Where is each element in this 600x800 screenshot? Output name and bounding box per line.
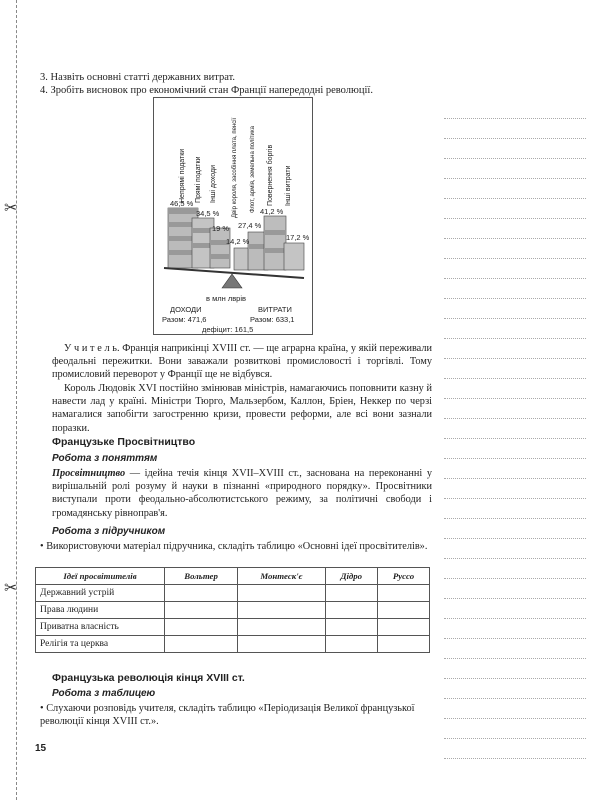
- table-cell[interactable]: [325, 602, 378, 619]
- table-cell[interactable]: [165, 585, 238, 602]
- revolution-task-text: Слухаючи розповідь учителя, складіть таблицю «Періодизація Великої французької революції кінця XVIII ст.».: [40, 703, 415, 727]
- header-diderot: Дідро: [325, 568, 378, 585]
- label-court: Двір короля, засобіння плата, пенсії: [232, 117, 238, 218]
- task-3: 3. Назвіть основні статті державних витрат.: [40, 72, 236, 83]
- teacher-paragraph: У ч и т е л ь. Франція наприкінці XVIII ст. — ще аграрна країна, у якій переживали феодальні пережитки. Вони заважали розвиткові промисловості і торгівлі. Тому промисловий переворот у Франції ще не відбувся.: [52, 343, 432, 381]
- subheading-textbook: Робота з підручником: [52, 526, 166, 537]
- table-cell[interactable]: [238, 602, 325, 619]
- table-cell[interactable]: [238, 619, 325, 636]
- percent-court: 14,2 %: [226, 237, 250, 246]
- table-row: [36, 585, 430, 602]
- table-cell[interactable]: [238, 636, 325, 653]
- units-label: в млн лврів: [206, 294, 247, 303]
- label-army: Флот, армія, земельна політика: [250, 126, 256, 213]
- king-paragraph: Король Людовік XVI постійно змінював міністрів, намагаючись поповнити казну й навести лад у країні. Міністри Тюрго, Мальзербом, Каллон, Бріен, Неккер по черзі намагалися запобігти загостренню кризи, провести реформи, але всі вони зазнали поразки.: [52, 383, 432, 434]
- table-cell[interactable]: [238, 585, 325, 602]
- percent-debts: 41,2 %: [260, 207, 284, 216]
- section-revolution-title: Французька революція кінця XVIII ст.: [52, 672, 245, 684]
- section-enlightenment-title: Французьке Просвітництво: [52, 436, 196, 448]
- table-row: [36, 602, 430, 619]
- textbook-task-text: Використовуючи матеріал підручника, складіть таблицю «Основні ідеї просвітителів».: [46, 541, 428, 552]
- row-label: Релігія та церква: [36, 636, 165, 653]
- definition-paragraph: [52, 467, 432, 520]
- table-cell[interactable]: [325, 636, 378, 653]
- table-header-row: [36, 568, 430, 585]
- enlightenment-table: [35, 567, 430, 653]
- subheading-concept: Робота з поняттям: [52, 453, 158, 464]
- table-cell[interactable]: [165, 636, 238, 653]
- label-other-expenses: Інші витрати: [285, 165, 292, 206]
- percent-indirect: 46,5 %: [170, 199, 194, 208]
- cut-line: [16, 0, 17, 800]
- scale-pivot: [222, 274, 242, 288]
- table-cell[interactable]: [165, 619, 238, 636]
- bullet-icon: •: [40, 541, 47, 552]
- bullet-icon: •: [40, 703, 47, 714]
- label-direct-taxes: Прямі податки: [195, 156, 202, 203]
- textbook-task: [40, 540, 432, 553]
- page-number: 15: [35, 743, 47, 754]
- term: Просвітництво: [52, 468, 126, 479]
- expense-title: ВИТРАТИ: [258, 305, 292, 314]
- expense-total: Разом: 633,1: [250, 315, 295, 324]
- percent-other-expenses: 17,2 %: [286, 233, 310, 242]
- percent-army: 27,4 %: [238, 221, 262, 230]
- row-label: Державний устрій: [36, 585, 165, 602]
- table-cell[interactable]: [378, 602, 430, 619]
- header-rousseau: Руссо: [378, 568, 430, 585]
- header-voltaire: Вольтер: [165, 568, 238, 585]
- revolution-task: [40, 702, 432, 728]
- label-debts: Повернення боргів: [267, 144, 274, 206]
- task-4: 4. Зробіть висновок про економічний стан Франції напередодні революції.: [40, 85, 373, 96]
- deficit-label: дефіцит: 161,5: [202, 325, 254, 334]
- label-other-income: Інші доходи: [210, 165, 217, 203]
- income-title: ДОХОДИ: [170, 305, 202, 314]
- notes-margin: [444, 100, 586, 760]
- income-total: Разом: 471,6: [162, 315, 207, 324]
- scissors-icon: ✂: [4, 200, 18, 217]
- percent-other-income: 19 %: [212, 224, 230, 233]
- label-indirect-taxes: Непрямі податки: [179, 148, 186, 203]
- table-row: [36, 619, 430, 636]
- subheading-table: Робота з таблицею: [52, 688, 156, 699]
- table-cell[interactable]: [325, 585, 378, 602]
- header-montesquieu: Монтеск'є: [238, 568, 325, 585]
- table-row: [36, 636, 430, 653]
- table-cell[interactable]: [378, 585, 430, 602]
- table-cell[interactable]: [325, 619, 378, 636]
- header-ideas: Ідеї просвітителів: [36, 568, 165, 585]
- row-label: Права людини: [36, 602, 165, 619]
- definition-text: — ідейна течія кінця XVII–XVIII ст., заснована на переконанні у вирішальній ролі розуму й науки в пізнанні «природного порядку». Просвітники виступали проти феодально-абсолютистського режиму, за політичні свободи і громадянську рівноправ'я.: [52, 468, 432, 519]
- budget-illustration: [153, 97, 313, 335]
- row-label: Приватна власність: [36, 619, 165, 636]
- table-cell[interactable]: [378, 636, 430, 653]
- table-cell[interactable]: [165, 602, 238, 619]
- table-cell[interactable]: [378, 619, 430, 636]
- percent-direct: 34,5 %: [196, 209, 220, 218]
- scissors-icon: ✂: [4, 580, 18, 597]
